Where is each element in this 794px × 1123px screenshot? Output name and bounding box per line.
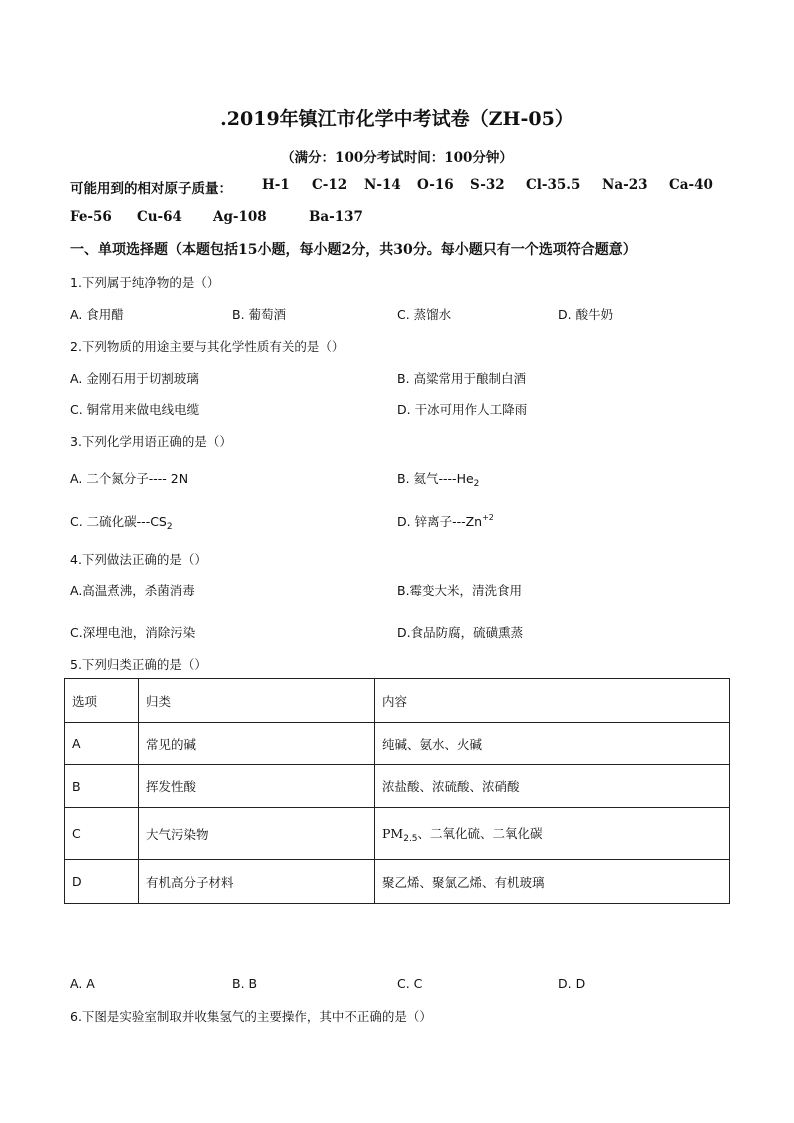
question-stem: 5.下列归类正确的是（） <box>70 657 207 672</box>
option-a: A. 二个氮分子---- 2N <box>70 471 189 486</box>
atomic-mass-item: Fe-56 <box>70 209 112 225</box>
section-heading: 一、单项选择题（本题包括15小题，每小题2分，共30分。每小题只有一个选项符合题意） <box>70 242 637 258</box>
atomic-mass-label: 可能用到的相对原子质量： <box>70 181 232 197</box>
classification-table <box>64 678 730 904</box>
content-text: 、二氧化硫、二氧化碳 <box>417 825 543 841</box>
question-stem: 2.下列物质的用途主要与其化学性质有关的是（） <box>70 339 345 354</box>
question-stem: 1.下列属于纯净物的是（） <box>70 275 220 290</box>
atomic-mass-item: Ba-137 <box>309 209 363 225</box>
atomic-mass-item: S-32 <box>470 177 505 193</box>
option-c-text: C. 二硫化碳---CS <box>70 514 167 529</box>
table-cell-content <box>375 808 730 860</box>
option-d: D. 酸牛奶 <box>558 307 614 322</box>
atomic-mass-item: N-14 <box>364 177 401 193</box>
option-b: B. 高粱常用于酿制白酒 <box>397 371 527 386</box>
table-cell-content: 聚乙烯、聚氯乙烯、有机玻璃 <box>375 860 730 904</box>
table-cell-content: 浓盐酸、浓硫酸、浓硝酸 <box>375 765 730 808</box>
table-cell-content: 纯碱、氨水、火碱 <box>375 723 730 765</box>
table-cell-category: 大气污染物 <box>139 808 375 860</box>
pm-text: PM <box>382 825 404 841</box>
option-d: D.食品防腐，硫磺熏蒸 <box>397 625 524 640</box>
exam-subtitle: （满分：100分考试时间：100分钟） <box>281 150 513 166</box>
option-c: C. C <box>397 976 423 991</box>
option-a: A. 食用醋 <box>70 307 124 322</box>
table-cell-category: 挥发性酸 <box>139 765 375 808</box>
table-row <box>65 765 730 808</box>
table-header-cell: 归类 <box>139 679 375 723</box>
table-cell-option: D <box>65 860 139 904</box>
atomic-mass-item: C-12 <box>312 177 348 193</box>
atomic-mass-item: H-1 <box>262 177 290 193</box>
table-cell-category: 常见的碱 <box>139 723 375 765</box>
table-cell-category: 有机高分子材料 <box>139 860 375 904</box>
atomic-mass-item: Cl-35.5 <box>526 177 581 193</box>
question-stem: 4.下列做法正确的是（） <box>70 552 207 567</box>
table-header-cell: 选项 <box>65 679 139 723</box>
table-header-cell: 内容 <box>375 679 730 723</box>
question-stem: 6.下图是实验室制取并收集氢气的主要操作，其中不正确的是（） <box>70 1009 432 1024</box>
option-d: D. D <box>558 976 586 991</box>
option-a: A. A <box>70 976 95 991</box>
option-d-text: D. 锌离子---Zn <box>397 514 483 529</box>
table-cell-option: A <box>65 723 139 765</box>
subscript: 2 <box>166 522 173 532</box>
subscript: 2.5 <box>403 833 418 844</box>
atomic-mass-item: Ca-40 <box>669 177 713 193</box>
option-a: A.高温煮沸，杀菌消毒 <box>70 583 195 598</box>
table-cell-option: C <box>65 808 139 860</box>
atomic-mass-item: O-16 <box>417 177 454 193</box>
option-c: C. 铜常用来做电线电缆 <box>70 402 200 417</box>
option-b <box>397 469 479 489</box>
option-c: C. 蒸馏水 <box>397 307 452 322</box>
option-b-text: B. 氦气----He <box>397 471 474 486</box>
table-row <box>65 860 730 904</box>
table-row <box>65 723 730 765</box>
question-stem: 3.下列化学用语正确的是（） <box>70 434 232 449</box>
option-d: D. 干冰可用作人工降雨 <box>397 402 528 417</box>
subscript: 2 <box>473 479 480 489</box>
option-c: C.深埋电池，消除污染 <box>70 625 196 640</box>
atomic-mass-item: Na-23 <box>602 177 648 193</box>
option-b: B. 葡萄酒 <box>232 307 287 322</box>
table-cell-option: B <box>65 765 139 808</box>
table-row <box>65 808 730 860</box>
option-c <box>70 512 173 532</box>
option-a: A. 金刚石用于切割玻璃 <box>70 371 199 386</box>
atomic-mass-item: Ag-108 <box>213 209 267 225</box>
exam-title: .2019年镇江市化学中考试卷（ZH-05） <box>220 108 574 130</box>
table-header-row <box>65 679 730 723</box>
atomic-mass-item: Cu-64 <box>137 209 182 225</box>
option-b: B.霉变大米，清洗食用 <box>397 583 523 598</box>
option-d <box>397 512 494 530</box>
superscript: +2 <box>482 513 494 522</box>
option-b: B. B <box>232 976 258 991</box>
